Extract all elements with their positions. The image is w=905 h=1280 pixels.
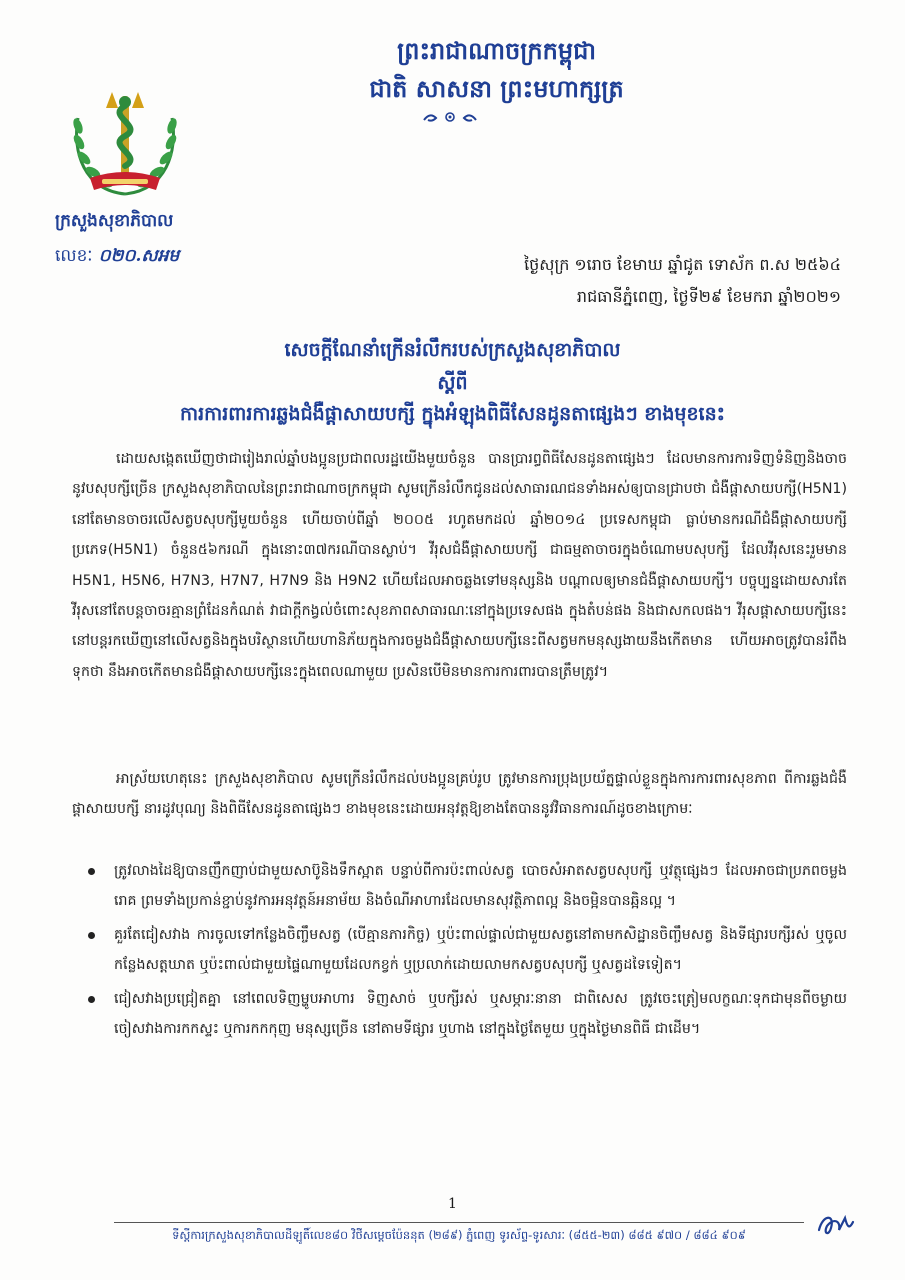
document-subject: ការការពារការឆ្លងជំងឺផ្តាសាយបក្សី ក្នុងអំឡុងពិធីសែនដូនតាផ្សេងៗ ខាងមុខនេះ: [179, 403, 725, 425]
place-and-date: រាជធានីភ្នំពេញ, ថ្ងៃទី២៩ ខែមករា ឆ្នាំ២០២១: [576, 287, 841, 306]
handwritten-initial-icon: [815, 1210, 857, 1240]
guidance-text: ត្រូវលាងដៃឱ្យបានញឹកញាប់ជាមួយសាប៊ូនិងទឹកស្អាត បន្ទាប់ពីការប៉ះពាល់សត្វ បោចសំអាតសត្វបសុបក្សី ឬវត្ថុផ្សេងៗ ដែលអាចជាប្រភពចម្លងរោគ ព្រមទាំងប្រកាន់ខ្ជាប់នូវការអនុវត្តន៍អនាម័យ និងចំណីអាហារដែលមានសុវត្ថិភាពល្អ និងចម្អិនបានឆ្អិនល្អ ។: [114, 863, 847, 910]
bullet-icon: [88, 932, 95, 939]
body-paragraph-1: ដោយសង្កេតឃើញថាជារៀងរាល់ឆ្នាំបងប្អូនប្រជាពលរដ្ឋយើងមួយចំនួន បានប្រារព្ធពិធីសែនដូនតាផ្សេងៗ ដែលមានការការទិញទំនិញនិងចាចនូវបសុបក្សីច្រើន ក្រសួងសុខាភិបាលនៃព្រះរាជាណាចក្រកម្ពុជា សូមក្រើនរំលឹកជូនដល់សាធារណជនទាំងអស់ឲ្យបានជ្រាបថា ជំងឺផ្តាសាយបក្សី(H5N1) នៅតែមានចាចរលើសត្វបសុបក្សីមួយចំនួន ហើយចាប់ពីឆ្នាំ ២០០៥ រហូតមកដល់ ឆ្នាំ២០១៤ ប្រទេសកម្ពុជា ធ្លាប់មានករណីជំងឺផ្តាសាយបក្សីប្រភេទ(H5N1) ចំនួន៥៦ករណី ក្នុងនោះ៣៧ករណីបានស្លាប់។ វីរុសជំងឺផ្តាសាយបក្សី ជាធម្មតាចាចរក្នុងចំណោមបសុបក្សី ដែលវីរុសនេះរួមមាន H5N1, H5N6, H7N3, H7N7, H7N9 និង H9N2 ហើយដែលអាចឆ្លងទៅមនុស្សនិង បណ្តាលឲ្យមានជំងឺផ្តាសាយបក្សី។ បច្ចុប្បន្នដោយសារតែវីរុសនៅតែបន្តចាចរគ្មានព្រំដែនកំណត់ វាជាក្តីកង្វល់ចំពោះសុខភាពសាធារណៈនៅក្នុងប្រទេសផង ក្នុងតំបន់ផង និងជាសកលផង។ វីរុសផ្តាសាយបក្សីនេះ នៅបន្តរកឃើញនៅលើសត្វនិងក្នុងបរិស្ថានហើយហានិភ័យក្នុងការចម្លងជំងឺផ្តាសាយបក្សីនេះពីសត្វមកមនុស្សងាយនឹងកើតមាន ហើយអាចត្រូវបានរំពឹងទុកថា នឹងអាចកើតមានជំងឺផ្តាសាយបក្សីនេះក្នុងពេលណាមួយ ប្រសិនបើមិនមានការការពារបានត្រឹមត្រូវ។: [72, 451, 847, 680]
ornament-divider-icon: [420, 108, 480, 128]
page-number: 1: [448, 1196, 457, 1212]
lunar-date: ថ្ងៃសុក្រ ១រោច ខែមាឃ ឆ្នាំជូត ទោស័ក ព.ស ២៥៦៤: [524, 255, 841, 274]
bullet-icon: [88, 868, 95, 875]
guidance-list: [72, 856, 847, 1047]
ministry-name: ក្រសួងសុខាភិបាល: [55, 211, 174, 231]
document-title: សេចក្តីណែនាំក្រើនរំលឹករបស់ក្រសួងសុខាភិបាល: [284, 339, 621, 361]
guidance-text: គួរតែជៀសវាង ការចូលទៅកន្លែងចិញ្ចឹមសត្វ (បើគ្មានភារកិច្ច) ឬប៉ះពាល់ផ្ទាល់ជាមួយសត្វនៅតាមកសិដ្ឋានចិញ្ចឹមសត្វ និងទីផ្សារបក្សីរស់ ឬចូលកន្លែងសត្តឃាត ឬប៉ះពាល់ជាមួយផ្ទៃណាមួយដែលកខ្វក់ ឬប្រលាក់ដោយលាមកសត្វបសុបក្សី ឬសត្វដទៃទៀត។: [114, 926, 847, 974]
guidance-item: [72, 856, 847, 917]
guidance-item: [72, 984, 847, 1045]
guidance-text: ជៀសវាងប្រជ្រៀតគ្នា នៅពេលទិញម្ហូបអាហារ ទិញសាច់ ឬបក្សីរស់ ឬសម្ភារៈនានា ជាពិសេស ត្រូវចេះត្រៀមលក្ខណៈទុកជាមុនពីចម្ងាយ ចៀសវាងការកកស្ទះ ឬការកកកុញ មនុស្សច្រើន នៅតាមទីផ្សារ ឬហាង នៅក្នុងថ្ងៃតែមួយ ឬក្នុងថ្ងៃមានពិធី ជាដើម។: [114, 990, 847, 1038]
bullet-icon: [88, 996, 95, 1003]
footer-address: ទីស្តីការក្រសួងសុខាភិបាលដីឡូតិ៍លេខ៨០ វិថីសម្តេចប៉ែននុត (២៨៩) ភ្នំពេញ ទូរស័ព្ទ-ទូរសារៈ (៨៥៥-២៣) ៨៨៥ ៩៧០ / ៨៨៤ ៩០៩: [172, 1228, 746, 1242]
reference-value: ០២០.សអម: [98, 246, 180, 266]
document-title-subject-label: ស្តីពី: [437, 372, 468, 394]
body-paragraph-2: អាស្រ័យហេតុនេះ ក្រសួងសុខាភិបាល សូមក្រើនរំលឹកដល់បងប្អូនគ្រប់រូប ត្រូវមានការប្រុងប្រយ័ត្នផ្ទាល់ខ្លួនក្នុងការការពារសុខភាព ពីការឆ្លងជំងឺផ្តាសាយបក្សី នារដូវបុណ្យ និងពិធីសែនដូនតាផ្សេងៗ ខាងមុខនេះដោយអនុវត្តឱ្យខាងតែបាននូវវិធានការណ៍ដូចខាងក្រោមៈ: [72, 771, 847, 818]
national-motto: ជាតិ សាសនា ព្រះមហាក្សត្រ: [369, 75, 624, 103]
footer-divider: [114, 1222, 804, 1223]
reference-number: [55, 245, 179, 270]
reference-label: លេខៈ: [55, 246, 93, 266]
kingdom-name: ព្រះរាជាណាចក្រកម្ពុជា: [397, 37, 596, 65]
ministry-of-health-logo-icon: [66, 82, 184, 204]
guidance-item: [72, 920, 847, 981]
